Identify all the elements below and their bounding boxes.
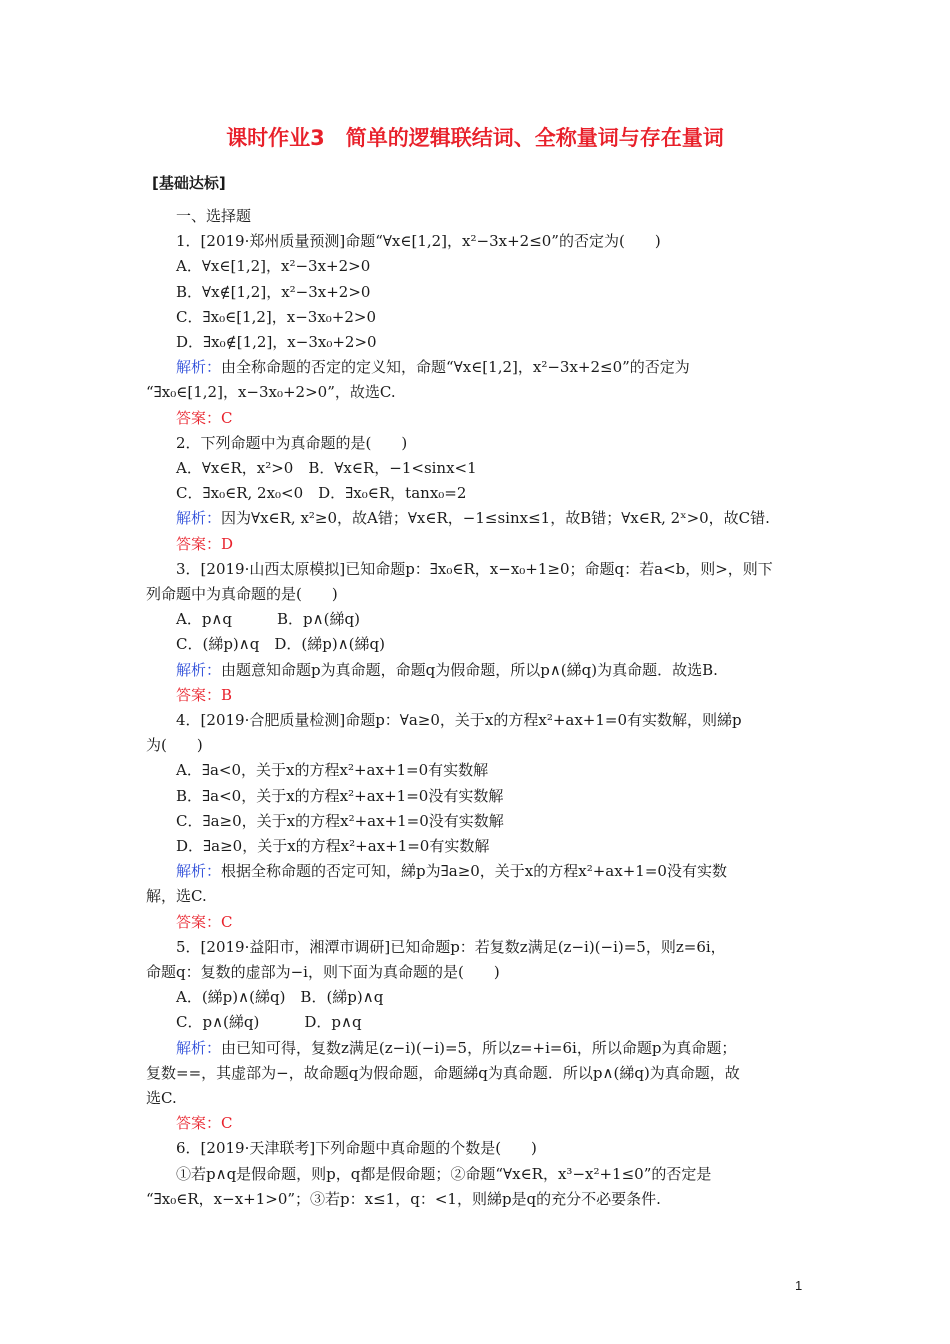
text-line: 2．下列命题中为真命题的是( ) [176, 433, 408, 452]
text-line: A．∃a<0，关于x的方程x²+ax+1=0有实数解 [176, 761, 489, 780]
text-line: 复数==，其虚部为−，故命题q为假命题，命题綈q为真命题．所以p∧(綈q)为真命题，故 [146, 1063, 740, 1082]
text-line: 为( ) [146, 736, 203, 755]
text-line: 4．[2019·合肥质量检测]命题p：∀a≥0，关于x的方程x²+ax+1=0有实数解，则綈p [176, 711, 742, 729]
text-line: 3．[2019·山西太原模拟]已知命题p：∃x₀∈R，x−x₀+1≥0；命题q：若a<b，则>，则下 [176, 559, 773, 578]
text-line: 命题q：复数的虚部为−i，则下面为真命题的是( ) [146, 963, 500, 981]
text-line: C．∃x₀∈R, 2x₀<0 D．∃x₀∈R，tanx₀=2 [176, 484, 467, 503]
text-line: 答案：C [176, 912, 233, 931]
text-line: 6．[2019·天津联考]下列命题中真命题的个数是( ) [176, 1139, 537, 1158]
text-line: 解析：由题意知命题p为真命题，命题q为假命题，所以p∧(綈q)为真命题．故选B. [176, 660, 718, 679]
section-heading: [基础达标] [152, 174, 226, 192]
text-line: “∃x₀∈[1,2]，x−3x₀+2>0”，故选C. [146, 383, 396, 402]
analysis-label: 解析： [176, 1038, 222, 1057]
text-line: A．∀x∈[1,2]，x²−3x+2>0 [176, 257, 371, 276]
text-line: C．p∧(綈q) D．p∧q [176, 1013, 362, 1032]
text-line: 列命题中为真命题的是( ) [146, 585, 338, 603]
text-line: 答案：B [176, 685, 233, 704]
text-line: A．(綈p)∧(綈q) B．(綈p)∧q [176, 988, 384, 1007]
text-line: A．p∧q B．p∧(綈q) [176, 610, 360, 629]
text-line: “∃x₀∈R，x−x+1>0”；③若p：x≤1，q：<1，则綈p是q的充分不必要条件. [146, 1189, 661, 1208]
text-line: C．(綈p)∧q D．(綈p)∧(綈q) [176, 635, 385, 654]
text-line: 答案：C [176, 408, 233, 427]
text-line: 解析：由全称命题的否定的定义知，命题“∀x∈[1,2]，x²−3x+2≤0”的否定为 [176, 358, 690, 377]
text-line: 5．[2019·益阳市，湘潭市调研]已知命题p：若复数z满足(z−i)(−i)=5，则z=6i， [176, 937, 726, 956]
text-line: 选C. [146, 1089, 177, 1107]
analysis-label: 解析： [176, 862, 222, 881]
analysis-label: 解析： [176, 358, 222, 377]
text-line: 解析：根据全称命题的否定可知，綈p为∃a≥0，关于x的方程x²+ax+1=0没有实数 [176, 862, 727, 881]
text-line: C．∃x₀∈[1,2]，x−3x₀+2>0 [176, 307, 377, 326]
text-line: ①若p∧q是假命题，则p，q都是假命题；②命题“∀x∈R，x³−x²+1≤0”的否定是 [176, 1164, 712, 1183]
analysis-label: 解析： [176, 509, 222, 528]
text-line: 解析：因为∀x∈R, x²≥0，故A错；∀x∈R，−1≤sinx≤1，故B错；∀x∈R, 2ˣ>0，故C错. [176, 509, 770, 528]
text-line: 解析：由已知可得，复数z满足(z−i)(−i)=5，所以z=+i=6i，所以命题p为真命题； [176, 1038, 737, 1057]
text-line: D．∃a≥0，关于x的方程x²+ax+1=0有实数解 [176, 837, 490, 855]
text-line: A．∀x∈R，x²>0 B．∀x∈R，−1<sinx<1 [176, 459, 477, 477]
text-line: D．∃x₀∉[1,2]，x−3x₀+2>0 [176, 333, 377, 351]
text-line: B．∃a<0，关于x的方程x²+ax+1=0没有实数解 [176, 786, 504, 805]
text-line: B．∀x∉[1,2]，x²−3x+2>0 [176, 282, 371, 301]
text-line: 解，选C. [146, 887, 207, 906]
text-line: C．∃a≥0，关于x的方程x²+ax+1=0没有实数解 [176, 811, 504, 830]
page-title: 课时作业3 简单的逻辑联结词、全称量词与存在量词 [226, 126, 724, 150]
analysis-label: 解析： [176, 660, 222, 679]
page-number: 1 [795, 1278, 803, 1293]
text-line: 答案：C [176, 1114, 233, 1133]
text-line: 一、选择题 [176, 207, 252, 225]
text-line: 1．[2019·郑州质量预测]命题“∀x∈[1,2]，x²−3x+2≤0”的否定为( ) [176, 232, 661, 251]
text-line: 答案：D [176, 534, 234, 553]
